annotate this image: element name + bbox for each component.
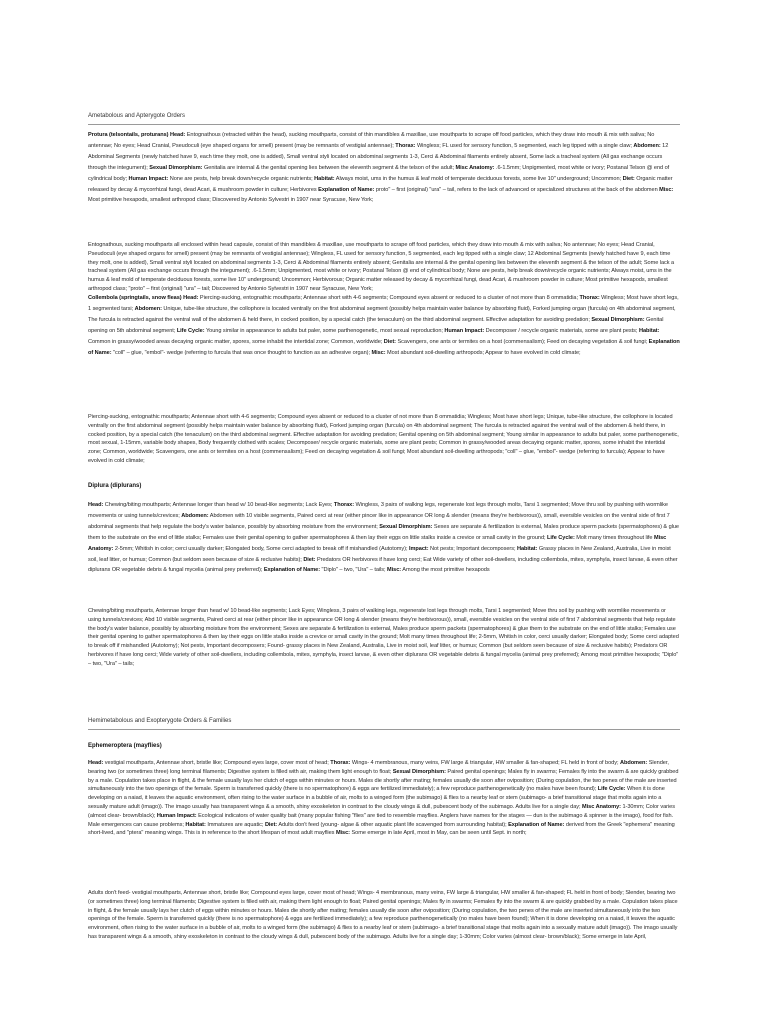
label-life-cycle: Life Cycle: (176, 327, 205, 334)
ephemeroptera-heading: Ephemeroptera (mayflies) (88, 743, 162, 749)
label-sexual-dimorphism: Sexual Dimorphism: (591, 316, 645, 323)
label-misc-anatomy: Misc Anatomy: (582, 803, 621, 810)
protura-heading: Protura (telsontails, proturans) Head: (88, 132, 186, 138)
label-explanation: Explanation of Name: (508, 821, 565, 828)
diplura-misc2-text: Among the most primitive hexapods (401, 567, 490, 574)
protura-diet-text: Organic matter released by decay & mycorrhizal fungi, dead Acari, & mushroom powder in culture; Herbivores (88, 175, 673, 193)
label-life-cycle: Life Cycle: (597, 786, 626, 793)
protura-habitat-text: Always moist, ums in the humus & leaf mold of temperate deciduous forests, some live 10" underground; Uncommon; (334, 175, 623, 182)
label-misc: Misc: (659, 186, 674, 193)
label-thorax: Thorax: (395, 142, 416, 149)
label-habitat: Habitat: (516, 545, 538, 552)
collembola-misc-text: Most abundant soil-dwelling arthropods; Appear to have evolved in cold climate; (385, 349, 581, 356)
ephem-habitat-text: Immatures are aquatic; (205, 821, 265, 828)
collembola-sex-text: Genital opening on 5th abdominal segment; (88, 316, 664, 334)
diplura-paragraph (88, 500, 680, 576)
collembola-lifecycle-text: Young similar in appearance to adults but paler, some parthenogenetic, most sexual reproduction; (204, 327, 445, 334)
label-explanation: Explanation of Name: (263, 567, 321, 574)
collembola-thorax-text: Wingless; Most have short legs, 1 segmented tarsi; (88, 295, 679, 312)
diplura-head-text: Chewing/biting mouthparts; Antennae longer than head w/ 10 bead-like segments; Lack Eyes; (103, 502, 334, 508)
diplura-thorax-text: Wingless, 3 pairs of walking legs, regenerate lost legs through molts, Tarsi 1 segmented; Move thru soil by pushing with wormlike movements or using tunnels/crevices; (88, 502, 668, 519)
label-head: Head: (88, 760, 104, 766)
ephem-abdomen-text: Slender, bearing two (or sometimes three) long terminal filaments; Digestive system is filled with air, making them light enough to float; (88, 760, 669, 775)
label-sexual-dimorphism: Sexual Dimorphism: (392, 768, 446, 775)
label-misc: Misc: (387, 567, 402, 574)
label-diet: Diet: (622, 175, 635, 182)
collembola-abdomen-text: Unique, tube-like structure, the collophore is located ventrally on the first abdominal segment (possibly helps maintain water balance by absorbing fluid), Forked jumping organ (furcula) on 4th abdominal segment, The furcula is retracted against the ventral wall of the abdomen & held there, in cocked position, by a special catch (the tenaculum) on the third abdominal segment. Effective adaptation for avoiding predation; (88, 305, 676, 323)
label-sexual-dimorphism: Sexual Dimorphism: (149, 164, 203, 171)
label-misc: Misc: (335, 830, 350, 837)
protura-paragraph (88, 130, 680, 206)
ephem-head-text: vestigial mouthparts, Antennae short, bristle like; Compound eyes large, cover most of head; (103, 760, 331, 766)
ephem-misc2-text: Some emerge in late April, most in May, can be seen until Sept. in north; (350, 830, 527, 837)
label-human-impact: Human Impact: (444, 327, 485, 334)
diplura-explanation-text: "Diplo" – two, "Ura" – tails; (320, 567, 388, 574)
protura-abdomen-text: 12 Abdominal Segments (newly hatched have 9, each time they molt, one is added), Small ventral styli located on abdominal segments 1-3, Cerci & Abdominal filaments entirely absent, Some lack a tracheal system (All gas exchange occurs through the integument); (88, 142, 669, 171)
collembola-impact-text: Decomposer / recycle organic materials, some are plant pests; (484, 327, 639, 334)
ephem-diet-text: Adults don't feed (young- algae & other aquatic plant life scavenged from surrounding habitat); (277, 821, 509, 828)
ephem-impact-text: Ecological indicators of water quality bait (many popular fishing "flies" are tied to resemble mayflies. Anglers have names for the stages — dun is the subimago & spinner is the imago), food for fish. Male emergences can cause problems; (88, 812, 674, 828)
diplura-misc-text: 2-5mm; Whitish in color; cerci usually darker; Elongated body, Some cerci adapted to break off if mishandled (Autotomy); (113, 545, 409, 552)
diplura-lifecycle-text: Molt many times throughout life (574, 534, 654, 541)
protura-head-text: Entognathous (retracted within the head), sucking mouthparts, consist of thin mandibles & maxillae, use mouthparts to scrape off food particles, which they draw into mouth & mix with saliva; No antennae; No eyes; Head Cranial, Pseudoculi (eye shaped organs for smell) present (may be remnants of vestigial antennae); (88, 132, 655, 149)
label-impact: Impact: (409, 545, 429, 552)
label-head: Head: (88, 502, 104, 508)
diplura-impact-text: Not pests; Important decomposers; (428, 545, 517, 552)
collembola-explanation-text: "coll" – glue, "embol"- wedge (referring to furcula that was once thought to function as an adhesive organ); (111, 349, 372, 356)
section-title-ametabolous: Ametabolous and Apterygote Orders (88, 113, 186, 119)
section-divider (88, 124, 680, 125)
label-thorax: Thorax: (579, 295, 600, 301)
diplura-abdomen-text: Abdomen with 10 visible segments, Paired cerci at rear (either pincer like in appearance OR long & slender (means they're herbivorous)), small, eversible vesicles on the ventral side of first 7 abdominal segments that help regulate the body's water balance, possibly by absorbing moisture from the environment; (88, 512, 670, 530)
protura-plain-paragraph: Entognathous, sucking mouthparts all enclosed within head capsule, consist of thin mandibles & maxillae, use mouthparts to scrape off food particles, which they draw into mouth & mix with saliva; No antennae; No eyes; Head Cranial, Pseudoculi (eye shaped organs for smell) present (may be remnants of vestigial antennae); Wingless, FL used for sensory function, 5 segmented, each leg tipped with a single claw; 12 Abdominal Segments (newly hatched have 9, each time they molt, one is added), Small ventral styli located on abdominal segments 1-3, Cerci & Abdominal filaments entirely absent; Genitalia are internal & the genital opening lies between the eleventh segment & the telson of the adult; Some lack a tracheal system (All gas exchange occurs through the integument); .6-1.5mm; Unpigmented, most white or ivory; Postanal Telson @ end of cylindrical body; None are pests, help break down/recycle organic nutrients; Always moist, ums in the humus & leaf mold of temperate deciduous forests, some live 10" underground; Uncommon; Herbivorous; Organic matter released by decay & mycorrhizal fungi, dead Acari, & mushroom powder in culture; Most primitive hexapods, smallest arthropod class; "proto" – first (original) "ura" – tail; Discovered by Antonio Sylvestri in 1907 near Syracuse, New York; (88, 242, 675, 292)
label-head: Head: (181, 295, 199, 301)
label-diet: Diet: (264, 821, 278, 828)
label-thorax: Thorax: (333, 502, 355, 508)
label-explanation: Explanation of Name: (318, 186, 375, 193)
label-life-cycle: Life Cycle: (547, 534, 575, 541)
label-abdomen: Abdomen: (619, 760, 648, 766)
collembola-diet-text: Scavengers, one ants or termites on a host (commensalism); Feed on decaying vegetation & soil fungi; (395, 338, 649, 345)
label-misc: Misc: (371, 349, 386, 356)
protura-sex-text: Genitalia are internal & the genital opening lies between the eleventh segment & the telson of the adult; (202, 164, 456, 171)
collembola-heading: Collembola (springtails, snow fleas) (88, 295, 182, 301)
label-human-impact: Human Impact: (128, 175, 169, 182)
label-sexual-dimorphism: Sexual Dimorphism: (379, 523, 433, 530)
label-thorax: Thorax: (330, 760, 351, 766)
diplura-diet-text: Predators OR herbivores if have long cerci; Eat Wide variety of other soil-dwellers, including collembola, mites, symphyla, insect larvae, & even other diplurans OR vegetable debris & fungal mycelia (animal prey preferred); (88, 556, 678, 574)
protura-explanation-text: proto" – first (original) "ura" – tail, refers to the lack of advanced or specialized structures at the back of the abdomen (374, 186, 660, 193)
label-misc-anatomy: Misc Anatomy: (88, 534, 667, 552)
ephem-explanation-text: derived from the Greek "ephemera" meaning short-lived, and "ptera" meaning wings. This is in reference to the short lifespan of most adult mayflies (88, 821, 675, 837)
collembola-head-text: Piercing-sucking, entognathic mouthparts; Antennae short with 4-6 segments; Compound eyes absent or reduced to a cluster of not more than 8 ommatidia; (198, 295, 580, 301)
collembola-plain-paragraph: Piercing-sucking, entognathic mouthparts; Antennae short with 4-6 segments; Compound eyes absent or reduced to a cluster of not more than 8 ommatidia; Wingless; Most have short legs; Unique, tube-like structure, the collophore is located ventrally on the first abdominal segment (possibly helps maintain water balance by absorbing fluid), Forked jumping organ (furcula) on 4th abdominal segment; The furcula is retracted against the ventral wall of the abdomen & held there, in cocked position, by a special catch (the tenaculum) on the third abdominal segment. Effective adaptation for avoiding predation; Genital opening on 5th abdominal segment; Young similar in appearance to adults but paler, some parthenogenetic, most sexual, 1-15mm, variable body shapes, Body frequently clothed with scales; Decomposer/ recycle organic materials, some are plant pests; Common in grassy/wooded areas decaying organic matter, spores, some inhabit the intertidal zone; Common, worldwide; Scavengers, one ants or termites on a host (commensalism); Feed on decaying vegetation & soil fungi; Most abundant soil-dwelling arthropods; "coll" – glue, "embol"- wedge (referring to furcula); Appear to have evolved in cold climate; (88, 414, 679, 464)
collembola-paragraph (88, 293, 680, 358)
diplura-sex-text: Sexes are separate & fertilization is external, Males produce sperm packets (spermatophores) & glue them to the substrate on the end of little stalks; Females use their genital opening to gather spermatophores & then lay their eggs on little stalks inside a crevice or small cavity in the ground; (88, 523, 679, 541)
ephem-lifecycle-text: When it is done developing on a naiad, it leaves the aquatic environment, often rising to the water surface in a bubble of air, molts to a winged form (the subimago) & flies to a nearby leaf or stem (subimago- a brief transitional stage that molts again into a sexually mature adult (imago)). The imago usually has transparent wings & a smooth, shiny exoskeleton in contrast to the cloudy wings & dull, pubescent body of the subimago. Adults live for a single day; (88, 786, 665, 810)
protura-misc-text: .6-1.5mm; Unpigmented, most white or ivory; Postanal Telson @ end of cylindrical body; (88, 164, 670, 182)
collembola-habitat-text: Common in grassy/wooded areas decaying organic matter, spores, some inhabit the intertidal zone; Common, worldwide; (88, 338, 384, 345)
label-misc-anatomy: Misc Anatomy: (455, 164, 495, 171)
ephem-sex-text: Paired genital openings; Males fly in swarms; Females fly into the swarm & are quickly grabbed by a male. Copulation takes place in flight, & the female usually lays her clutch of eggs within minutes or hours. Males die shortly after mating; females usually die soon after oviposition; (During copulation, the two penes of the male are inserted simultaneously into the two openings of the female. Sperm is transferred quickly (there is no spermatophore) & eggs are fertilized immediately); a few reproduce parthenogenetically (no males have been found); (88, 768, 679, 793)
label-human-impact: Human Impact: (156, 812, 197, 819)
section-divider (88, 729, 680, 730)
label-abdomen: Abdomen: (134, 305, 162, 312)
protura-thorax-text: Wingless; FL used for sensory function, 5 segmented, each leg tipped with a single claw; (415, 142, 634, 149)
label-abdomen: Abdomen: (633, 142, 661, 149)
ephem-thorax-text: Wings- 4 membranous, many veins, FW large & triangular, HW smaller & fan-shaped; FL held in front of body; (350, 760, 620, 766)
protura-misc2-text: Most primitive hexapods, smallest arthropod class; Discovered by Antonio Sylvestri in 1907 near Syracuse, New York; (88, 197, 374, 204)
diplura-plain-paragraph: Chewing/biting mouthparts, Antennae longer than head w/ 10 bead-like segments; Lack Eyes; Wingless, 3 pairs of walking legs, regenerate lost legs through molts, Tarsi 1 segmented; Move thru soil by pushing with wormlike movements or using tunnels/crevices; Abd 10 visible segments, Paired cerci at rear (either pincer like in appearance OR long & slender (means they're herbivorous)), small, eversible vesicles on the ventral side of first 7 abdominal segments that help regulate the body's water balance, possibly by absorbing moisture from the environment; Sexes are separate & fertilization is external, Males produce sperm packets (spermatophores) & glue them to the substrate on the end of little stalks; Females use their genital opening to gather spermatophores & then lay their eggs on little stalks inside a crevice or small cavity in the ground; Molt many times throughout life; 2-5mm, Whitish in color, cerci usually darker; Elongated body; Some cerci adapted to break off if mishandled (Autotomy); Not pests, Important decomposers; Found- grassy places in New Zealand, Australia, Live in moist soil, leaf litter, or humus; Common (but seldom seen because of size & reclusive habits); Predators OR herbivores if have long cerci; Wide variety of other soil-dwellers, including collembola, mites, symphyla, insect larvae, & even other diplurans OR vegetable debris & fungal mycelia (animal prey preferred); Among most primitive hexapods; "Diplo" – two, "Ura" – tails; (88, 608, 679, 667)
ephemeroptera-plain-paragraph: Adults don't feed- vestigial mouthparts, Antennae short, bristle like; Compound eyes large, cover most of head; Wings- 4 membranous, many veins, FW large & triangular, HW smaller & fan-shaped; FL held in front of body; Slender, bearing two (or sometimes three) long terminal filaments; Digestive system is filled with air, making them light enough to float; Paired genital openings; Males fly in swarms; Females fly into the swarm & are quickly grabbed by a male. Copulation takes place in flight, & the female usually lays her clutch of eggs within minutes or hours. Males die shortly after mating; females usually die soon after oviposition; (During copulation, the two penes of the male are inserted simultaneously into the two openings of the female. Sperm is transferred quickly (there is no spermatophore) & eggs are fertilized immediately); a few reproduce parthenogenetically (no males have been found); When it is done developing on a naiad, it leaves the aquatic environment, often rising to the water surface in a bubble of air, molts to a winged form (the subimago) & flies to a nearby leaf or stem (subimago- a brief transitional stage that molts again into a sexually mature adult (imago)). The imago usually has transparent wings & a smooth, shiny exoskeleton in contrast to the cloudy wings & dull, pubescent body of the subimago. Adults live for a single day; 1-30mm; Color varies (almost clear- brown/black); Some emerge in late April, (88, 890, 678, 940)
label-habitat: Habitat: (314, 175, 335, 182)
section-title-hemimetabolous: Hemimetabolous and Exopterygote Orders & Families (88, 718, 232, 724)
diplura-habitat-text: Grassy places in New Zealand, Australia, Live in moist soil, leaf litter, or humus; Common (but seldom seen because of size & reclusive habits); (88, 545, 671, 563)
diplura-heading: Diplura (diplurans) (88, 483, 142, 489)
label-abdomen: Abdomen: (181, 512, 209, 519)
label-explanation: Explanation of Name: (88, 338, 680, 356)
label-diet: Diet: (303, 556, 316, 563)
protura-impact-text: None are pests, help break down/recycle organic nutrients; (168, 175, 315, 182)
label-diet: Diet: (383, 338, 396, 345)
ephem-misc-text: 1-30mm; Color varies (almost clear- brown/black); (88, 803, 675, 819)
ephemeroptera-paragraph (88, 759, 680, 838)
label-habitat: Habitat: (185, 821, 206, 828)
label-habitat: Habitat: (638, 327, 660, 334)
